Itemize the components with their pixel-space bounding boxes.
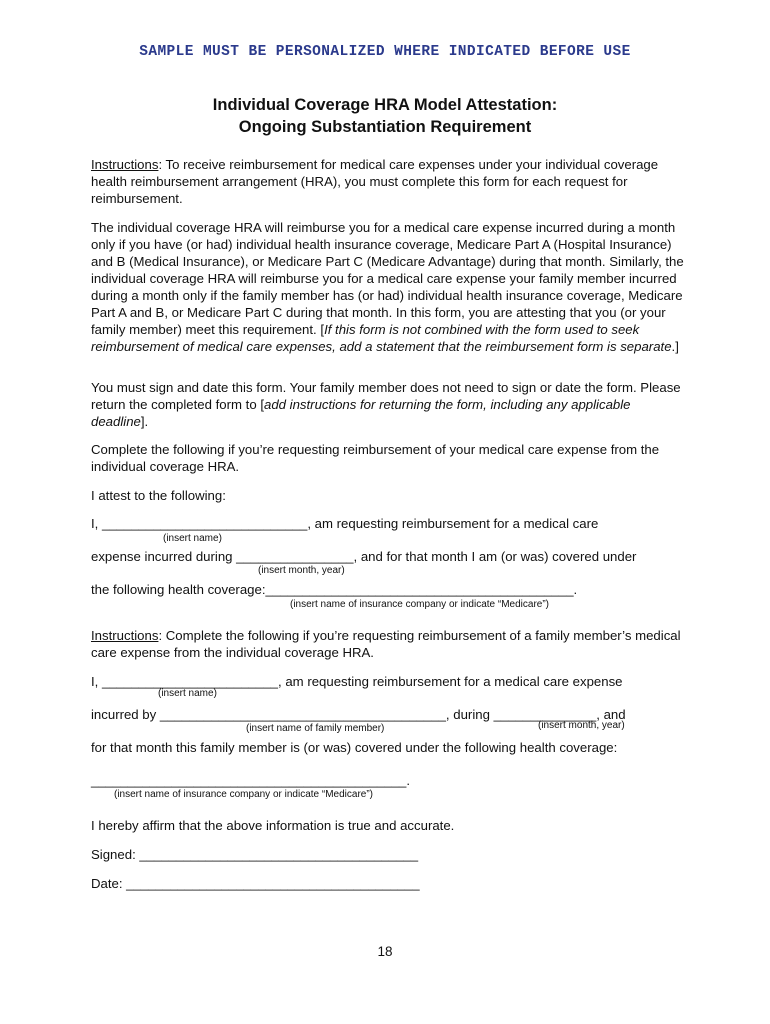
coverage-requirement-italic: If this form is not combined with the form used to seek reimbursement of medical care expenses, add a statement that the reimbursement form is separate bbox=[91, 322, 672, 354]
date-field[interactable]: Date: ________________________________________ bbox=[91, 876, 420, 891]
sign-return-text: You must sign and date this form. Your family member does not need to sign or date the form. Please return the completed form to [ bbox=[91, 380, 681, 412]
self-name-line[interactable]: I, ____________________________, am requesting reimbursement for a medical care bbox=[91, 516, 599, 531]
family-requester-hint: (insert name) bbox=[158, 688, 217, 699]
affirmation-statement: I hereby affirm that the above information is true and accurate. bbox=[91, 818, 455, 833]
instructions-text: : To receive reimbursement for medical care expenses under your individual coverage health reimbursement arrangement (HRA), you must complete this form for each request for reimbursement. bbox=[91, 157, 659, 206]
self-coverage-line[interactable]: the following health coverage:__________________________________________. bbox=[91, 582, 578, 597]
family-member-line[interactable]: incurred by _______________________________________, during ______________, and bbox=[91, 707, 626, 722]
sample-banner: SAMPLE MUST BE PERSONALIZED WHERE INDICATED BEFORE USE bbox=[139, 44, 631, 60]
self-request-paragraph: Complete the following if you’re requesting reimbursement of your medical care expense from the individual coverage HRA. bbox=[91, 442, 660, 474]
family-coverage-line: for that month this family member is (or was) covered under the following health coverage: bbox=[91, 740, 618, 755]
coverage-requirement-paragraph bbox=[91, 219, 686, 355]
sign-return-paragraph bbox=[91, 379, 686, 430]
title-line-1: Individual Coverage HRA Model Attestation: bbox=[212, 96, 558, 114]
page-number: 18 bbox=[377, 944, 393, 959]
instructions-label: Instructions bbox=[91, 157, 159, 172]
family-instructions-paragraph bbox=[91, 627, 686, 661]
sign-return-end: ]. bbox=[140, 414, 149, 429]
title-line-2: Ongoing Substantiation Requirement bbox=[238, 118, 532, 136]
signature-field[interactable]: Signed: ______________________________________ bbox=[91, 847, 419, 862]
self-month-line[interactable]: expense incurred during ________________, and for that month I am (or was) covered under bbox=[91, 549, 637, 564]
document-title bbox=[0, 94, 770, 138]
self-month-hint: (insert month, year) bbox=[258, 565, 345, 576]
attest-heading: I attest to the following: bbox=[91, 488, 226, 503]
coverage-requirement-text: The individual coverage HRA will reimburse you for a medical care expense incurred during a month only if you have (or had) individual health insurance coverage, Medicare Part A (Hospital Insurance) and B (Medical Insurance), or Medicare Part C (Medicare Advantage) during that month. Similarly, the individual coverage HRA will reimburse you for a medical care expense your family member incurred during a month only if the family member has (or had) individual health insurance coverage, Medicare Part A and B, or Medicare Part C during that month. In this form, you are attesting that you (or your family member) meet this requirement. [ bbox=[91, 220, 684, 337]
self-coverage-hint: (insert name of insurance company or indicate “Medicare”) bbox=[290, 599, 549, 610]
family-instructions-label: Instructions bbox=[91, 628, 159, 643]
self-name-hint: (insert name) bbox=[163, 533, 222, 544]
sign-return-italic: add instructions for returning the form, including any applicable deadline bbox=[91, 397, 631, 429]
family-coverage-blank[interactable]: ___________________________________________. bbox=[91, 773, 411, 788]
family-instructions-text: : Complete the following if you’re requesting reimbursement of a family member’s medical care expense from the individual coverage HRA. bbox=[91, 628, 681, 660]
instructions-paragraph bbox=[91, 156, 686, 207]
family-requester-line[interactable]: I, ________________________, am requesting reimbursement for a medical care expense bbox=[91, 674, 623, 689]
family-month-hint: (insert month, year) bbox=[538, 720, 625, 731]
family-coverage-hint: (insert name of insurance company or indicate “Medicare”) bbox=[114, 789, 373, 800]
coverage-requirement-end: .] bbox=[671, 339, 679, 354]
family-member-hint: (insert name of family member) bbox=[246, 723, 385, 734]
